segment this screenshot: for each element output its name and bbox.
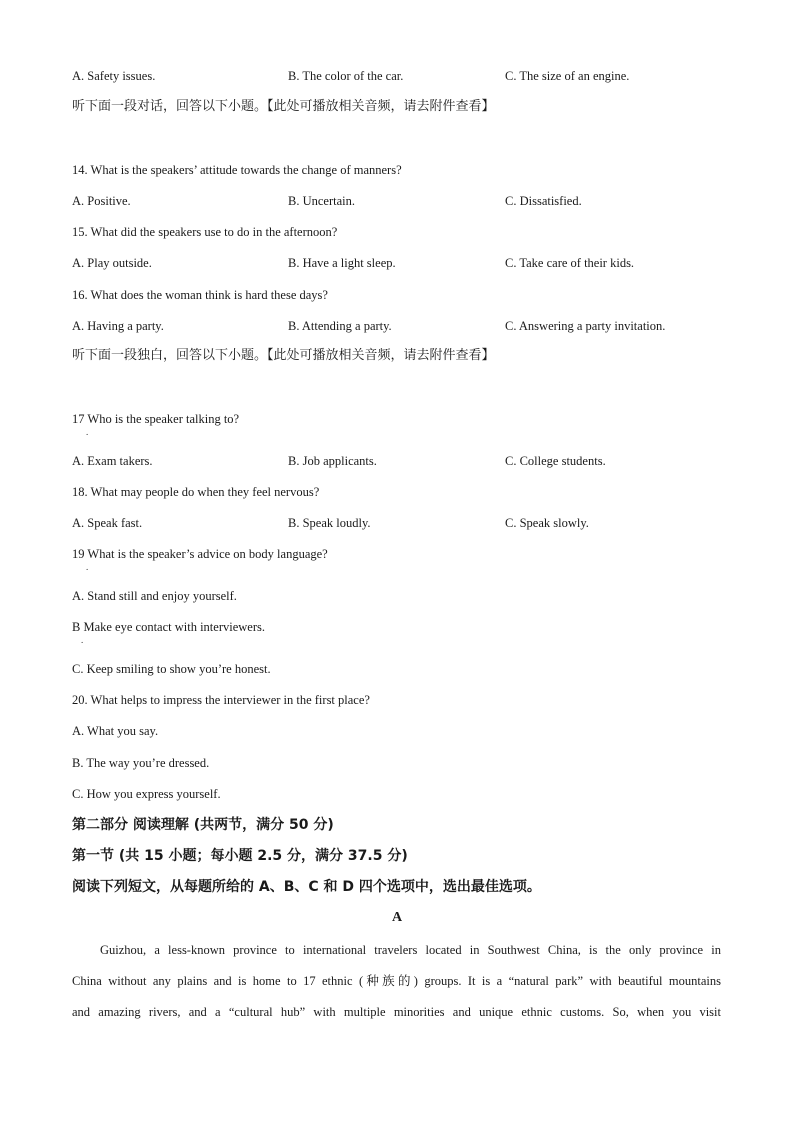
option-a: A. Speak fast.: [72, 516, 143, 530]
option-c: C. Keep smiling to show you’re honest.: [72, 662, 271, 676]
option-a: A. What you say.: [72, 724, 159, 738]
question-stem: 19 What is the speaker’s advice on body language?: [72, 547, 328, 561]
part-heading: 第二部分 阅读理解 (共两节，满分 50 分): [72, 817, 334, 833]
instruction-dialogue: 听下面一段对话，回答以下小题。【此处可播放相关音频，请去附件查看】: [72, 99, 495, 114]
option-c: C. The size of an engine.: [505, 69, 630, 83]
section-heading: 第一节 (共 15 小题；每小题 2.5 分，满分 37.5 分): [72, 848, 408, 864]
option-b: B Make eye contact with interviewers.: [72, 620, 265, 634]
question-stem: 17 Who is the speaker talking to?: [72, 412, 240, 426]
period-mark: .: [86, 427, 89, 437]
period-mark: .: [81, 635, 84, 645]
passage-line: Guizhou, a less-known province to international travelers located in Southwest China, is the only province in: [100, 943, 721, 957]
question-stem: 15. What did the speakers use to do in the afternoon?: [72, 225, 338, 239]
question-stem: 20. What helps to impress the interviewer in the first place?: [72, 693, 370, 707]
option-c: C. Take care of their kids.: [505, 256, 635, 270]
option-a: A. Play outside.: [72, 256, 152, 270]
reading-instruction: 阅读下列短文，从每题所给的 A、B、C 和 D 四个选项中，选出最佳选项。: [72, 879, 541, 895]
option-b: B. Speak loudly.: [288, 516, 371, 530]
passage-line: China without any plains and is home to 17 ethnic (种族的) groups. It is a “natural park” with beautiful mountains: [72, 974, 721, 988]
option-a: A. Having a party.: [72, 319, 164, 333]
option-c: C. College students.: [505, 454, 606, 468]
question-stem: 16. What does the woman think is hard these days?: [72, 288, 328, 302]
option-b: B. Job applicants.: [288, 454, 377, 468]
option-a: A. Positive.: [72, 194, 131, 208]
question-stem: 18. What may people do when they feel nervous?: [72, 485, 320, 499]
option-b: B. The color of the car.: [288, 69, 404, 83]
option-a: A. Exam takers.: [72, 454, 153, 468]
option-c: C. How you express yourself.: [72, 787, 221, 801]
option-c: C. Dissatisfied.: [505, 194, 582, 208]
option-b: B. Attending a party.: [288, 319, 392, 333]
option-c: C. Speak slowly.: [505, 516, 589, 530]
option-b: B. The way you’re dressed.: [72, 756, 210, 770]
option-a: A. Safety issues.: [72, 69, 156, 83]
option-b: B. Uncertain.: [288, 194, 355, 208]
period-mark: .: [86, 562, 89, 572]
option-a: A. Stand still and enjoy yourself.: [72, 589, 237, 603]
instruction-monologue: 听下面一段独白，回答以下小题。【此处可播放相关音频，请去附件查看】: [72, 348, 495, 363]
option-c: C. Answering a party invitation.: [505, 319, 666, 333]
passage-label: A: [391, 910, 403, 925]
option-b: B. Have a light sleep.: [288, 256, 396, 270]
question-stem: 14. What is the speakers’ attitude towards the change of manners?: [72, 163, 402, 177]
passage-line: and amazing rivers, and a “cultural hub” with multiple minorities and unique ethnic customs. So, when you visit: [72, 1005, 721, 1019]
